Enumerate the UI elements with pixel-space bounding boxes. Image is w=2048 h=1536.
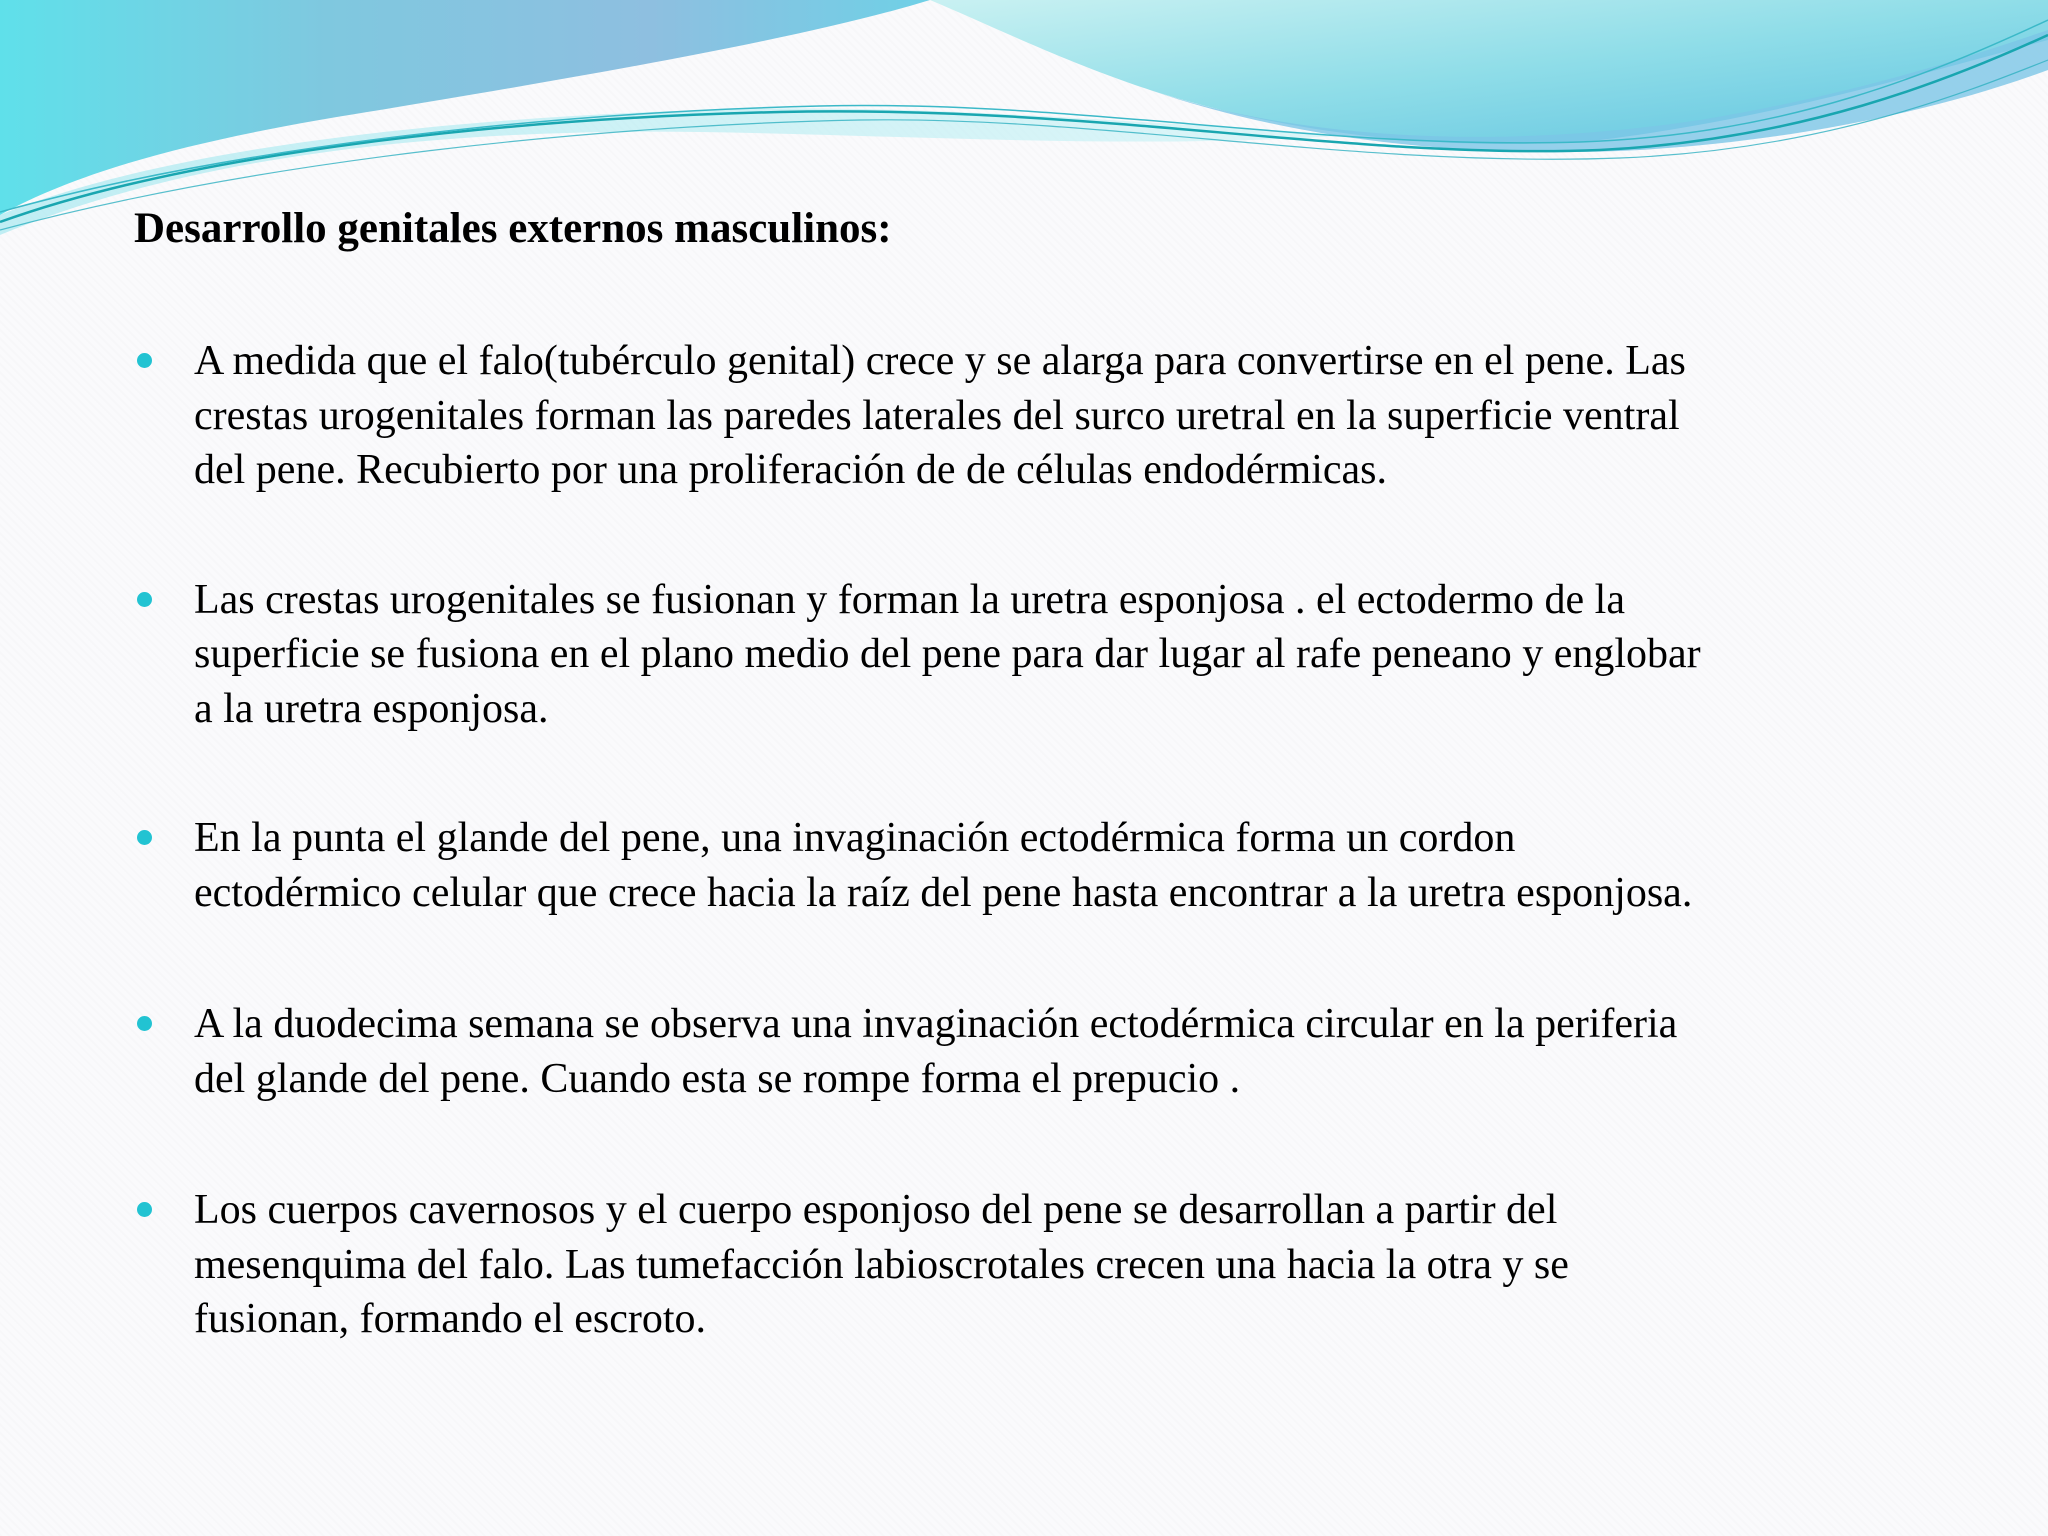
list-item [134, 334, 1934, 498]
bullet-text: En la punta el glande del pene, una invaginación ectodérmica forma un cordon ectodérmico celular que crece hacia la raíz del pene hasta encontrar a la uretra esponjosa. [194, 815, 1693, 916]
bullet-dot-icon [137, 830, 152, 845]
bullet-text: Las crestas urogenitales se fusionan y forman la uretra esponjosa . el ectodermo de la superficie se fusiona en el plano medio del pene para dar lugar al rafe peneano y englobar a la uretra esponjosa. [194, 576, 1701, 732]
bullet-dot-icon [137, 592, 152, 607]
slide-title: Desarrollo genitales externos masculinos: [134, 205, 892, 252]
list-item [134, 997, 1934, 1106]
bullet-dot-icon [137, 1202, 152, 1217]
list-item [134, 1183, 1934, 1347]
bullet-list [134, 334, 1934, 1347]
list-item [134, 811, 1934, 920]
bullet-text: Los cuerpos cavernosos y el cuerpo esponjoso del pene se desarrollan a partir del mesenquima del falo. Las tumefacción labioscrotales crecen una hacia la otra y se fusionan, formando el escroto. [194, 1187, 1569, 1342]
list-item [134, 573, 1934, 737]
bullet-dot-icon [137, 353, 152, 368]
bullet-text: A medida que el falo(tubérculo genital) crece y se alarga para convertirse en el pene. Las crestas urogenitales forman las paredes laterales del surco uretral en la superficie ventral del pene. Recubierto por una proliferación de de células endodérmicas. [194, 338, 1686, 493]
bullet-dot-icon [137, 1016, 152, 1031]
bullet-text: A la duodecima semana se observa una invaginación ectodérmica circular en la periferia del glande del pene. Cuando esta se rompe forma el prepucio . [194, 1001, 1678, 1102]
